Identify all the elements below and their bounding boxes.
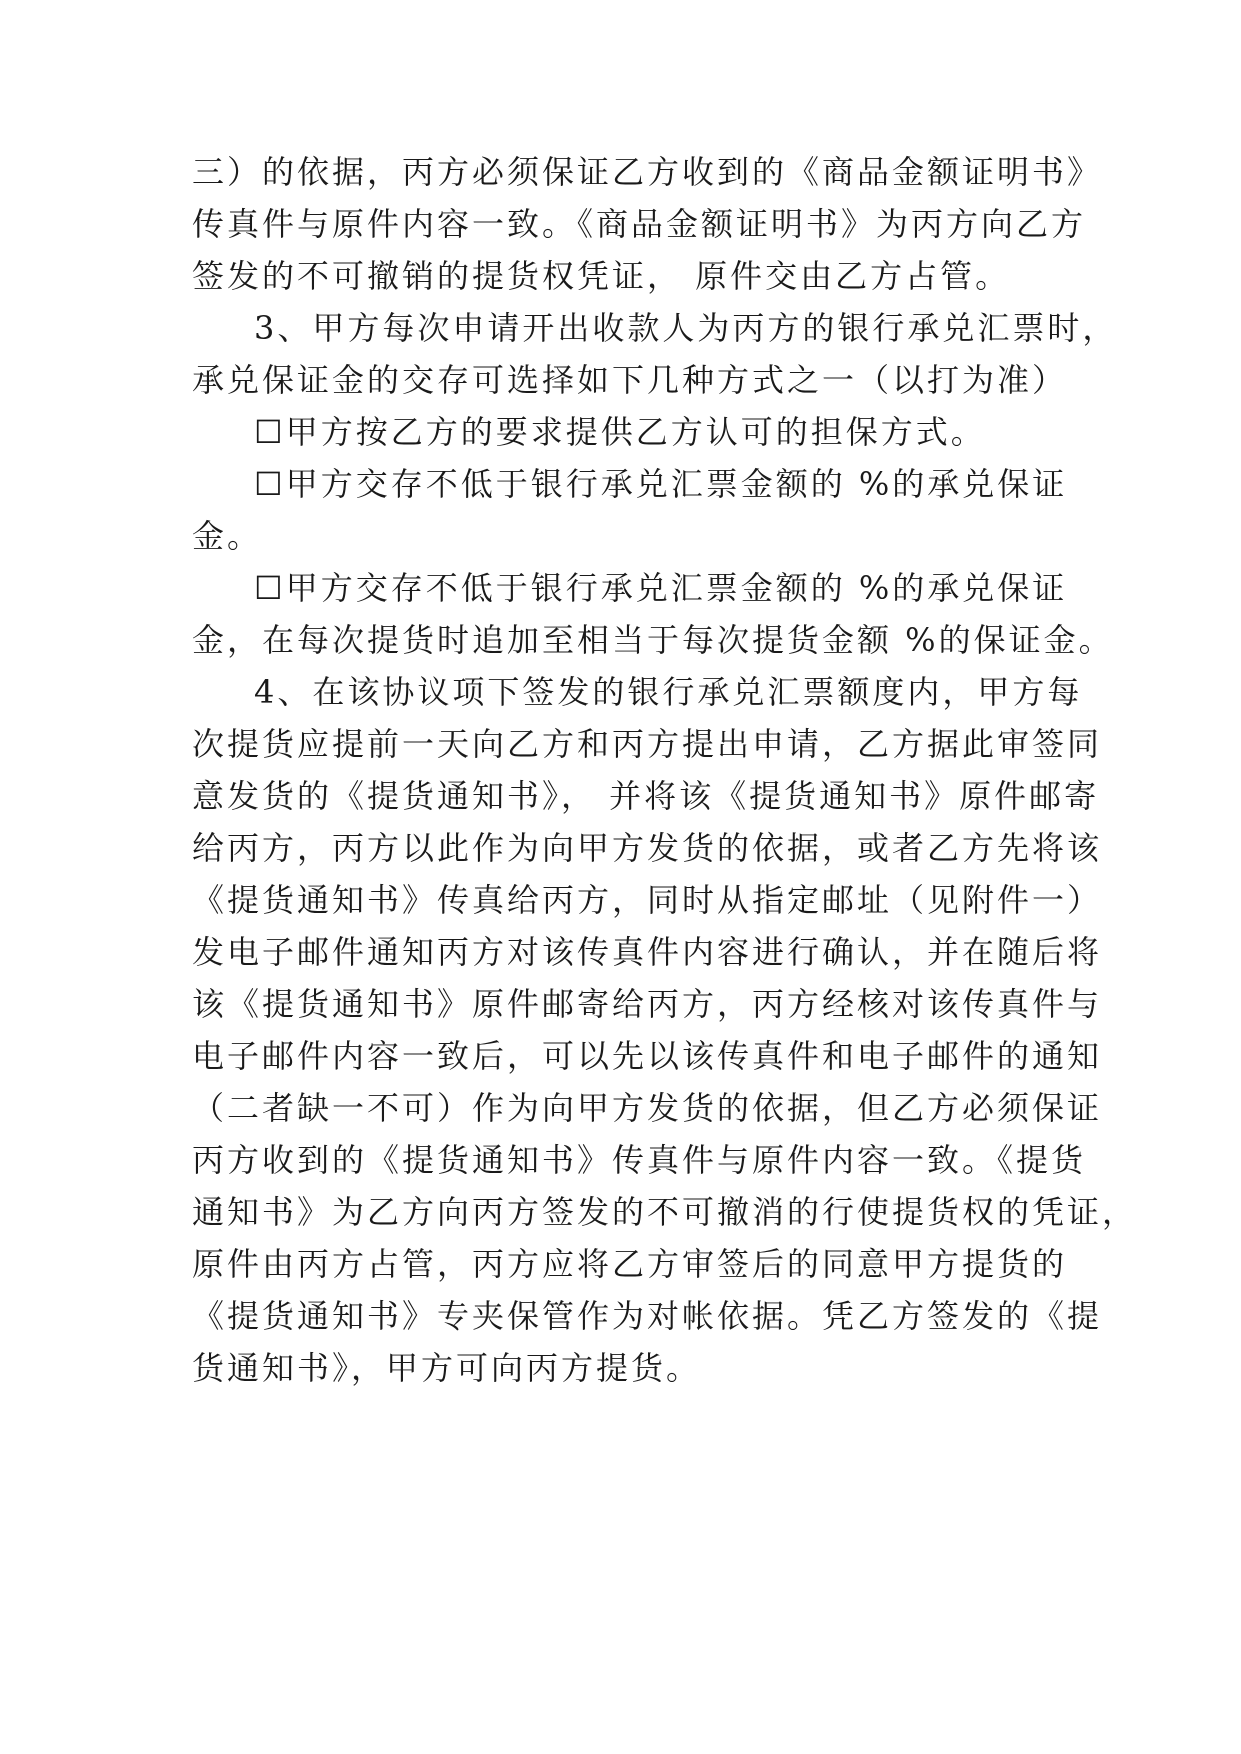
text-line: 《提货通知书》传真给丙方，同时从指定邮址（见附件一） [192,881,1103,919]
text-line: 签发的不可撤销的提货权凭证， 原件交由乙方占管。 [192,257,1011,295]
text-line: 丙方收到的《提货通知书》传真件与原件内容一致。《提货 [192,1141,1087,1179]
text-line: 该《提货通知书》原件邮寄给丙方，丙方经核对该传真件与 [192,985,1103,1023]
text-line: 意发货的《提货通知书》， 并将该《提货通知书》原件邮寄 [192,777,1100,815]
text-line: 次提货应提前一天向乙方和丙方提出申请，乙方据此审签同 [192,725,1103,763]
text-line: 给丙方，丙方以此作为向甲方发货的依据，或者乙方先将该 [192,829,1103,867]
text-line: 发电子邮件通知丙方对该传真件内容进行确认，并在随后将 [192,933,1103,971]
paragraph-start-line: 4、在该协议项下签发的银行承兑汇票额度内，甲方每 [254,673,1083,711]
checkbox-option-line: ☐甲方交存不低于银行承兑汇票金额的 %的承兑保证 [254,569,1068,607]
text-line: 原件由丙方占管，丙方应将乙方审签后的同意甲方提货的 [192,1245,1068,1283]
text-line: 传真件与原件内容一致。《商品金额证明书》为丙方向乙方 [192,205,1087,243]
checkbox-option-line: ☐甲方按乙方的要求提供乙方认可的担保方式。 [254,413,986,451]
text-line: 电子邮件内容一致后，可以先以该传真件和电子邮件的通知 [192,1037,1103,1075]
text-line: 通知书》为乙方向丙方签发的不可撤消的行使提货权的凭证， [192,1193,1138,1231]
text-line: 金，在每次提货时追加至相当于每次提货金额 %的保证金。 [192,621,1114,659]
paragraph-start-line: 3、甲方每次申请开出收款人为丙方的银行承兑汇票时， [254,309,1118,347]
text-line: 承兑保证金的交存可选择如下几种方式之一（以打为准） [192,361,1068,399]
text-line: 货通知书》，甲方可向丙方提货。 [192,1349,702,1387]
text-line: （二者缺一不可）作为向甲方发货的依据，但乙方必须保证 [192,1089,1103,1127]
text-line: 《提货通知书》专夹保管作为对帐依据。凭乙方签发的《提 [192,1297,1103,1335]
text-line: 三）的依据，丙方必须保证乙方收到的《商品金额证明书》 [192,153,1103,191]
checkbox-option-line: ☐甲方交存不低于银行承兑汇票金额的 %的承兑保证 [254,465,1068,503]
text-line: 金。 [192,517,263,555]
